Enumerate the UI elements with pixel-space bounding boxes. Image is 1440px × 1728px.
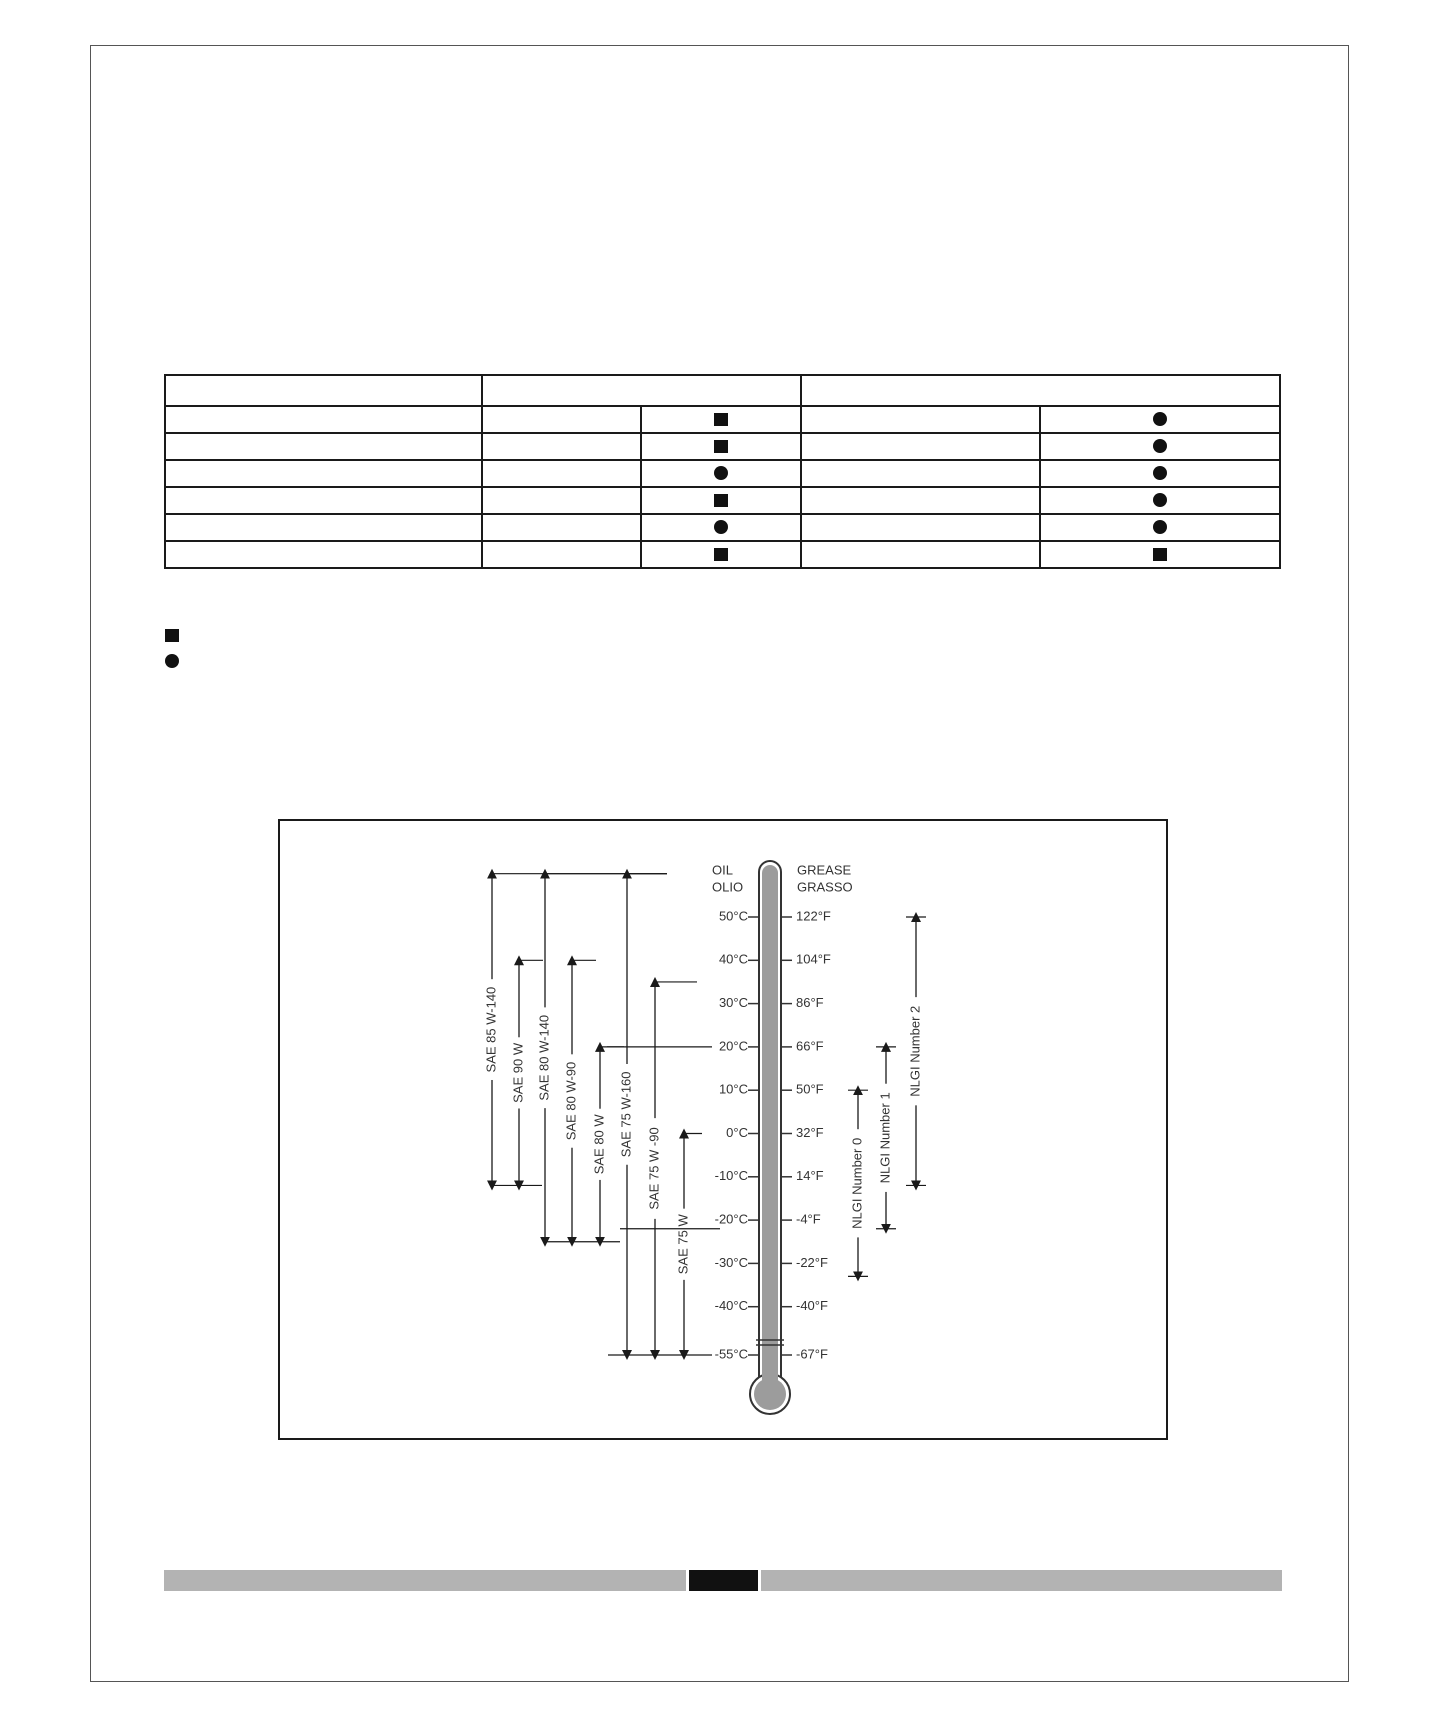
table-row: [165, 541, 1280, 568]
celsius-tick-label: 50°C: [718, 908, 748, 924]
thermometer-bulb-fill: [754, 1378, 786, 1410]
fahrenheit-tick-label: 122°F: [796, 908, 831, 924]
legend-item: [164, 627, 184, 652]
oil-range-3-label: SAE 80 W-90: [563, 1061, 579, 1141]
oil-range-2-label: SAE 80 W-140: [536, 1014, 552, 1101]
grease-symbol-icon: [1153, 548, 1167, 561]
table-row: [165, 514, 1280, 541]
celsius-tick-label: 40°C: [718, 951, 748, 967]
celsius-tick-label: -55°C: [714, 1346, 748, 1362]
grease-header-line1: GREASE: [797, 862, 852, 878]
footer-page-block: [689, 1570, 758, 1591]
temperature-range-diagram: [280, 821, 1166, 1438]
lubrication-table: [164, 374, 1281, 569]
symbol-legend: [164, 627, 184, 677]
footer-bar-right: [761, 1570, 1282, 1591]
grease-symbol-icon: [1153, 520, 1167, 534]
celsius-tick-label: -10°C: [714, 1168, 748, 1184]
oil-symbol-icon: [714, 548, 728, 561]
celsius-tick-label: -30°C: [714, 1254, 748, 1270]
oil-range-5-label: SAE 75 W-160: [618, 1071, 634, 1158]
fahrenheit-tick-label: -22°F: [796, 1254, 828, 1270]
fahrenheit-tick-label: 104°F: [796, 951, 831, 967]
oil-range-7-label: SAE 75 W: [675, 1214, 691, 1275]
celsius-tick-label: 0°C: [726, 1124, 748, 1140]
oil-header-line2: OLIO: [712, 879, 744, 895]
header-cell-component: [165, 375, 482, 406]
oil-range-0-label: SAE 85 W-140: [483, 986, 499, 1073]
legend-item: [164, 652, 184, 677]
header-cell-oil: [482, 375, 801, 406]
table-row: [165, 460, 1280, 487]
celsius-tick-label: 30°C: [718, 995, 748, 1011]
celsius-tick-label: 20°C: [718, 1038, 748, 1054]
header-cell-grease: [801, 375, 1280, 406]
grease-symbol-icon: [1153, 412, 1167, 426]
grease-symbol-icon: [1153, 439, 1167, 453]
oil-range-6-label: SAE 75 W -90: [646, 1127, 662, 1210]
oil-header-line1: OIL: [712, 862, 733, 878]
legend-square-icon: [165, 629, 179, 642]
grease-range-1-label: NLGI Number 1: [877, 1092, 893, 1184]
fahrenheit-tick-label: -4°F: [796, 1211, 821, 1227]
table-row: [165, 406, 1280, 433]
fahrenheit-tick-label: 66°F: [796, 1038, 824, 1054]
fahrenheit-tick-label: 32°F: [796, 1124, 824, 1140]
table-header-row: [165, 375, 1280, 406]
grease-symbol-icon: [1153, 493, 1167, 507]
fahrenheit-tick-label: 86°F: [796, 995, 824, 1011]
fahrenheit-tick-label: -40°F: [796, 1298, 828, 1314]
celsius-tick-label: -20°C: [714, 1211, 748, 1227]
oil-symbol-icon: [714, 494, 728, 507]
oil-symbol-icon: [714, 413, 728, 426]
celsius-tick-label: 10°C: [718, 1081, 748, 1097]
oil-symbol-icon: [714, 520, 728, 534]
grease-range-0-label: NLGI Number 0: [849, 1137, 865, 1229]
oil-symbol-icon: [714, 440, 728, 453]
fahrenheit-tick-label: 14°F: [796, 1168, 824, 1184]
table-row: [165, 433, 1280, 460]
grease-range-2-label: NLGI Number 2: [907, 1005, 923, 1097]
oil-symbol-icon: [714, 466, 728, 480]
fahrenheit-tick-label: -67°F: [796, 1346, 828, 1362]
lubricant-temperature-chart: [278, 819, 1168, 1440]
grease-symbol-icon: [1153, 466, 1167, 480]
legend-circle-icon: [165, 654, 179, 668]
oil-range-1-label: SAE 90 W: [510, 1042, 526, 1103]
grease-header-line2: GRASSO: [797, 879, 853, 895]
thermometer-mercury: [762, 865, 778, 1395]
table-row: [165, 487, 1280, 514]
fahrenheit-tick-label: 50°F: [796, 1081, 824, 1097]
celsius-tick-label: -40°C: [714, 1298, 748, 1314]
oil-range-4-label: SAE 80 W: [591, 1114, 607, 1175]
footer-bar-left: [164, 1570, 686, 1591]
